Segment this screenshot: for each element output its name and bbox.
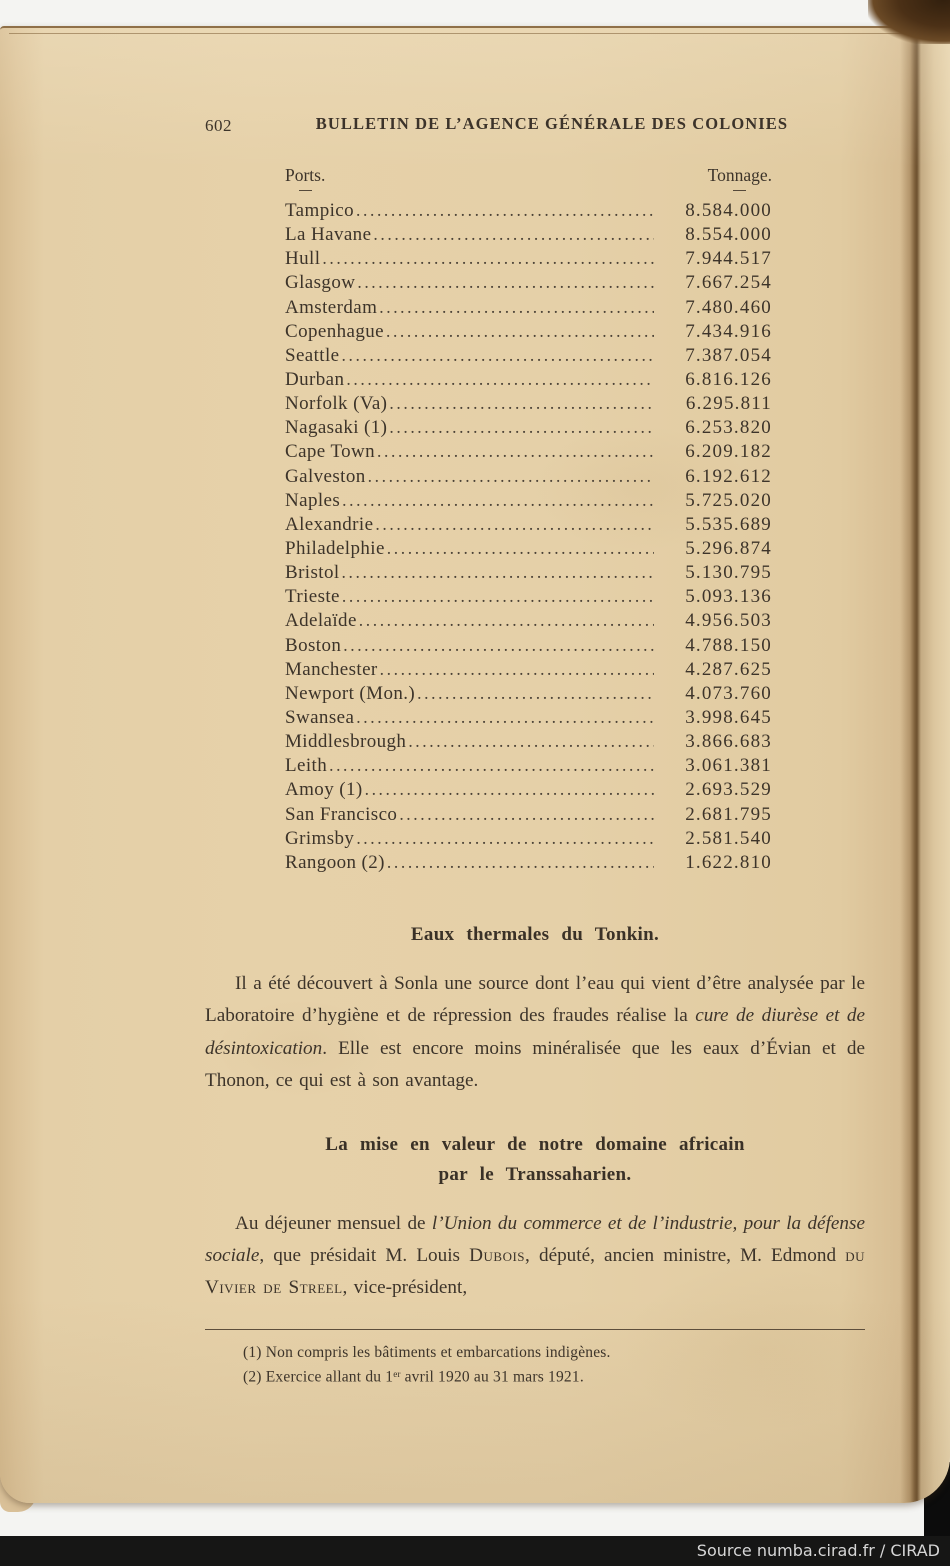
column-header-tonnage-label: Tonnage. <box>707 165 772 185</box>
table-row <box>285 705 772 729</box>
port-name: Bristol <box>285 562 340 584</box>
table-row <box>285 777 772 801</box>
text-segment: . Elle est encore moins minéralisée que les eaux d’Évian et de Thonon, ce qui est à son avantage. <box>205 1037 865 1092</box>
table-row <box>285 198 772 222</box>
port-name: La Havane <box>285 224 372 246</box>
page-content <box>205 114 865 1388</box>
text-segment: (1) Non compris les bâtiments et embarcations indigènes. <box>243 1343 611 1361</box>
section-title-transsaharien <box>205 1130 865 1190</box>
paragraph-transsaharien <box>205 1208 865 1305</box>
text-segment: , député, ancien ministre, M. Edmond <box>525 1244 846 1266</box>
tonnage-value: 7.667.254 <box>685 272 772 294</box>
table-row <box>285 391 772 415</box>
page-number: 602 <box>205 116 232 135</box>
port-name: Copenhague <box>285 320 384 342</box>
dot-leader <box>408 729 654 754</box>
smallcaps-name: Dubois <box>469 1244 526 1266</box>
table-row <box>285 681 772 705</box>
dot-leader <box>343 633 654 658</box>
dot-leader <box>342 343 654 368</box>
table-row <box>285 367 772 391</box>
port-name: Rangoon (2) <box>285 851 385 873</box>
tonnage-value: 3.998.645 <box>685 706 772 728</box>
tonnage-value: 7.434.916 <box>685 320 772 342</box>
footnotes <box>243 1341 865 1389</box>
dot-leader <box>359 608 654 633</box>
port-name: Galveston <box>285 465 366 487</box>
text-segment: Il a été découvert à Sonla une source dont l’eau qui vient d’être analysée par le Laboratoire d’hygiène et de répression des fraudes réalise la <box>205 972 865 1027</box>
table-row <box>285 319 772 343</box>
tonnage-value: 7.387.054 <box>685 344 772 366</box>
tonnage-value: 6.209.182 <box>685 441 772 463</box>
port-name: Glasgow <box>285 272 356 294</box>
header-dash <box>733 190 746 191</box>
port-name: Hull <box>285 248 321 270</box>
tonnage-value: 3.866.683 <box>685 731 772 753</box>
footnote-separator <box>205 1329 865 1330</box>
tonnage-value: 2.693.529 <box>685 779 772 801</box>
table-row <box>285 850 772 874</box>
footnote <box>243 1341 865 1364</box>
dot-leader <box>387 536 654 561</box>
port-name: Boston <box>285 634 342 656</box>
table-row <box>285 295 772 319</box>
heading-line: par le Transsaharien. <box>438 1163 632 1185</box>
table-row <box>285 343 772 367</box>
dot-leader <box>380 657 654 682</box>
port-name: Cape Town <box>285 441 376 463</box>
source-attribution-text: Source numba.cirad.fr / CIRAD <box>696 1541 940 1560</box>
tonnage-value: 4.956.503 <box>685 610 772 632</box>
tonnage-value: 5.130.795 <box>685 562 772 584</box>
dot-leader <box>387 850 654 875</box>
text-segment: , vice-président, <box>342 1277 468 1299</box>
tonnage-value: 5.725.020 <box>685 489 772 511</box>
tonnage-table <box>285 198 772 874</box>
port-name: Nagasaki (1) <box>285 417 388 439</box>
tonnage-value: 7.480.460 <box>685 296 772 318</box>
tonnage-value: 8.584.000 <box>685 200 772 221</box>
text-segment: avril 1920 au 31 mars 1921. <box>400 1368 584 1386</box>
port-name: Trieste <box>285 586 340 608</box>
port-name: Swansea <box>285 706 355 728</box>
table-row <box>285 512 772 536</box>
table-row <box>285 464 772 488</box>
port-name: Grimsby <box>285 827 355 849</box>
table-row <box>285 729 772 753</box>
dot-leader <box>357 270 654 295</box>
dot-leader <box>342 560 654 585</box>
dot-leader <box>386 319 654 344</box>
tonnage-value: 7.944.517 <box>685 248 772 270</box>
text-segment: Au déjeuner mensuel de <box>235 1212 432 1234</box>
running-header <box>205 114 865 140</box>
dot-leader <box>342 584 654 609</box>
port-name: Newport (Mon.) <box>285 682 416 704</box>
port-name: Amsterdam <box>285 296 378 318</box>
table-row <box>285 560 772 584</box>
port-name: Tampico <box>285 200 355 221</box>
dot-leader <box>356 705 654 730</box>
dot-leader <box>368 464 654 489</box>
dot-leader <box>377 439 654 464</box>
section-title-eaux-thermales: Eaux thermales du Tonkin. <box>410 923 660 945</box>
table-row <box>285 802 772 826</box>
port-name: Philadelphie <box>285 537 385 559</box>
dot-leader <box>322 246 654 271</box>
superscript-text: er <box>393 1369 401 1380</box>
column-header-ports-label: Ports. <box>285 165 326 185</box>
column-header-tonnage <box>708 165 772 191</box>
tonnage-value: 5.535.689 <box>685 513 772 535</box>
italic-text: cure de diurèse et de désintoxication <box>205 1005 865 1059</box>
table-row <box>285 753 772 777</box>
table-row <box>285 415 772 439</box>
table-column-headers <box>285 165 772 191</box>
dot-leader <box>365 777 654 802</box>
port-name: Manchester <box>285 658 378 680</box>
dot-leader <box>379 295 654 320</box>
port-name: Adelaïde <box>285 610 357 632</box>
tonnage-value: 4.788.150 <box>685 634 772 656</box>
tonnage-value: 6.253.820 <box>685 417 772 439</box>
running-title: BULLETIN DE L’AGENCE GÉNÉRALE DES COLONIES <box>315 114 789 133</box>
port-name: San Francisco <box>285 803 398 825</box>
dot-leader <box>373 222 654 247</box>
table-row <box>285 439 772 463</box>
text-segment: (2) Exercice allant du 1 <box>243 1368 394 1386</box>
dot-leader <box>417 681 654 706</box>
table-row <box>285 608 772 632</box>
port-name: Naples <box>285 489 341 511</box>
dot-leader <box>389 391 654 416</box>
table-row <box>285 633 772 657</box>
dot-leader <box>389 415 654 440</box>
tonnage-value: 6.295.811 <box>685 393 772 415</box>
dot-leader <box>329 753 654 778</box>
dot-leader <box>399 802 654 827</box>
dot-leader <box>346 367 654 392</box>
tonnage-value: 8.554.000 <box>685 224 772 246</box>
paragraph-eaux-thermales <box>205 968 865 1098</box>
table-row <box>285 584 772 608</box>
dot-leader <box>342 488 654 513</box>
dot-leader <box>356 826 654 851</box>
table-row <box>285 270 772 294</box>
tonnage-value: 4.287.625 <box>685 658 772 680</box>
scanned-page <box>0 26 950 1503</box>
footnote <box>243 1364 865 1389</box>
table-row <box>285 826 772 850</box>
tonnage-value: 4.073.760 <box>685 682 772 704</box>
table-row <box>285 222 772 246</box>
smallcaps-name: du Vivier de Streel <box>205 1244 865 1299</box>
table-row <box>285 246 772 270</box>
table-row <box>285 536 772 560</box>
port-name: Norfolk (Va) <box>285 393 388 415</box>
port-name: Amoy (1) <box>285 779 363 801</box>
dot-leader <box>375 512 654 537</box>
tonnage-value: 5.296.874 <box>685 537 772 559</box>
tonnage-value: 1.622.810 <box>685 851 772 873</box>
port-name: Middlesbrough <box>285 731 407 753</box>
table-row <box>285 657 772 681</box>
heading-line: La mise en valeur de notre domaine africain <box>325 1133 745 1155</box>
tonnage-value: 2.681.795 <box>685 803 772 825</box>
port-name: Leith <box>285 755 328 777</box>
tonnage-value: 5.093.136 <box>685 586 772 608</box>
dot-leader <box>356 198 654 223</box>
tonnage-value: 2.581.540 <box>685 827 772 849</box>
table-row <box>285 488 772 512</box>
text-segment: , que présidait M. Louis <box>259 1244 470 1266</box>
binding-corner-shadow <box>868 0 950 44</box>
port-name: Alexandrie <box>285 513 374 535</box>
header-dash <box>299 190 312 191</box>
port-name: Durban <box>285 368 345 390</box>
column-header-ports <box>285 165 325 191</box>
tonnage-value: 3.061.381 <box>685 755 772 777</box>
tonnage-value: 6.192.612 <box>685 465 772 487</box>
source-attribution-bar <box>0 1536 950 1566</box>
port-name: Seattle <box>285 344 340 366</box>
tonnage-value: 6.816.126 <box>685 368 772 390</box>
italic-text: l’Union du commerce et de l’industrie, pour la défense sociale <box>205 1212 865 1266</box>
